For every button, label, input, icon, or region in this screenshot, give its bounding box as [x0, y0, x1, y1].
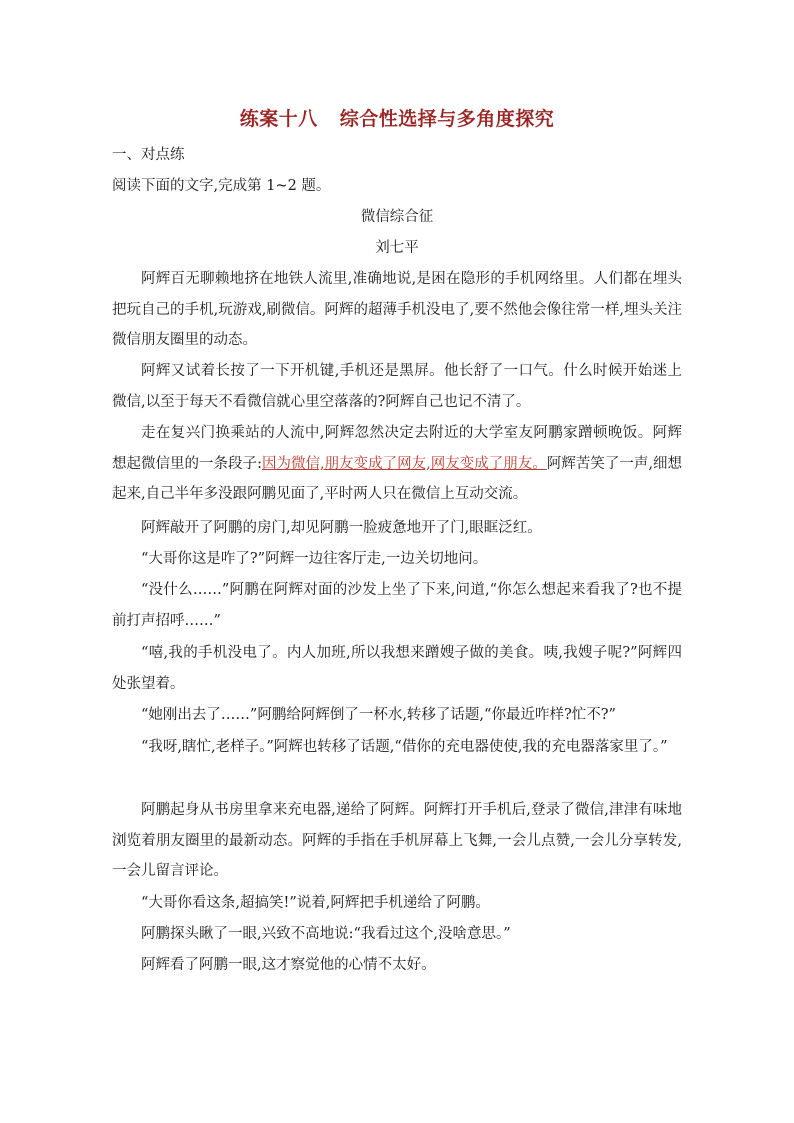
paragraph-3-text-b: 阿辉苦笑了一声,细想起来,自己半年多没跟阿鹏见面了,平时两人只在微信上互动交流。 [112, 455, 682, 502]
paragraph-4: 阿辉敲开了阿鹏的房门,却见阿鹏一脸疲惫地开了门,眼眶泛红。 [141, 520, 542, 536]
paragraph-1: 阿辉百无聊赖地挤在地铁人流里,准确地说,是困在隐形的手机网络里。人们都在埋头把玩自己的手机,玩游戏,刷微信。阿辉的超薄手机没电了,要不然他会像往常一样,埋头关注微信朋友圈里的动态。 [112, 271, 682, 348]
section-heading: 一、对点练 [112, 147, 185, 163]
paragraph-5: “大哥你这是咋了?”阿辉一边往客厅走,一边关切地问。 [141, 551, 488, 567]
highlighted-quote: 因为微信,朋友变成了网友,网友变成了朋友。 [261, 455, 547, 472]
paragraph-8: “她刚出去了……”阿鹏给阿辉倒了一杯水,转移了话题,“你最近咋样?忙不?” [141, 707, 616, 723]
story-title: 微信综合征 [360, 209, 434, 225]
paragraph-7: “嘻,我的手机没电了。内人加班,所以我想来蹭嫂子做的美食。咦,我嫂子呢?”阿辉四处张望着。 [112, 645, 682, 692]
document-page [112, 0, 682, 1123]
reading-instruction: 阅读下面的文字,完成第 1~2 题。 [112, 178, 331, 194]
paragraph-12: 阿鹏探头瞅了一眼,兴致不高地说:“我看过这个,没啥意思。” [141, 926, 511, 942]
paragraph-6: “没什么……”阿鹏在阿辉对面的沙发上坐了下来,问道,“你怎么想起来看我了?也不提前打声招呼……” [112, 582, 682, 629]
paragraph-3 [112, 418, 682, 510]
paragraph-2: 阿辉又试着长按了一下开机键,手机还是黑屏。他长舒了一口气。什么时候开始迷上微信,以至于每天不看微信就心里空落落的?阿辉自己也记不清了。 [112, 363, 682, 410]
paragraph-13: 阿辉看了阿鹏一眼,这才察觉他的心情不太好。 [141, 957, 436, 973]
paragraph-3-text-a: 走在复兴门换乘站的人流中,阿辉忽然决定去附近的大学室友阿鹏家蹭顿晚饭。阿辉想起微信里的一条段子: [112, 425, 682, 472]
page-title [112, 104, 682, 131]
title-part-1: 练案十八 [239, 108, 318, 130]
paragraph-10: 阿鹏起身从书房里拿来充电器,递给了阿辉。阿辉打开手机后,登录了微信,津津有味地浏览着朋友圈里的最新动态。阿辉的手指在手机屏幕上飞舞,一会儿点赞,一会儿分享转发,一会儿留言评论。 [112, 802, 682, 879]
paragraph-9: “我呀,瞎忙,老样子。”阿辉也转移了话题,“借你的充电器使使,我的充电器落家里了。” [141, 739, 668, 755]
paragraph-11: “大哥你看这条,超搞笑!”说着,阿辉把手机递给了阿鹏。 [141, 895, 490, 911]
title-part-2: 综合性选择与多角度探究 [339, 108, 555, 130]
story-author: 刘七平 [375, 240, 419, 256]
